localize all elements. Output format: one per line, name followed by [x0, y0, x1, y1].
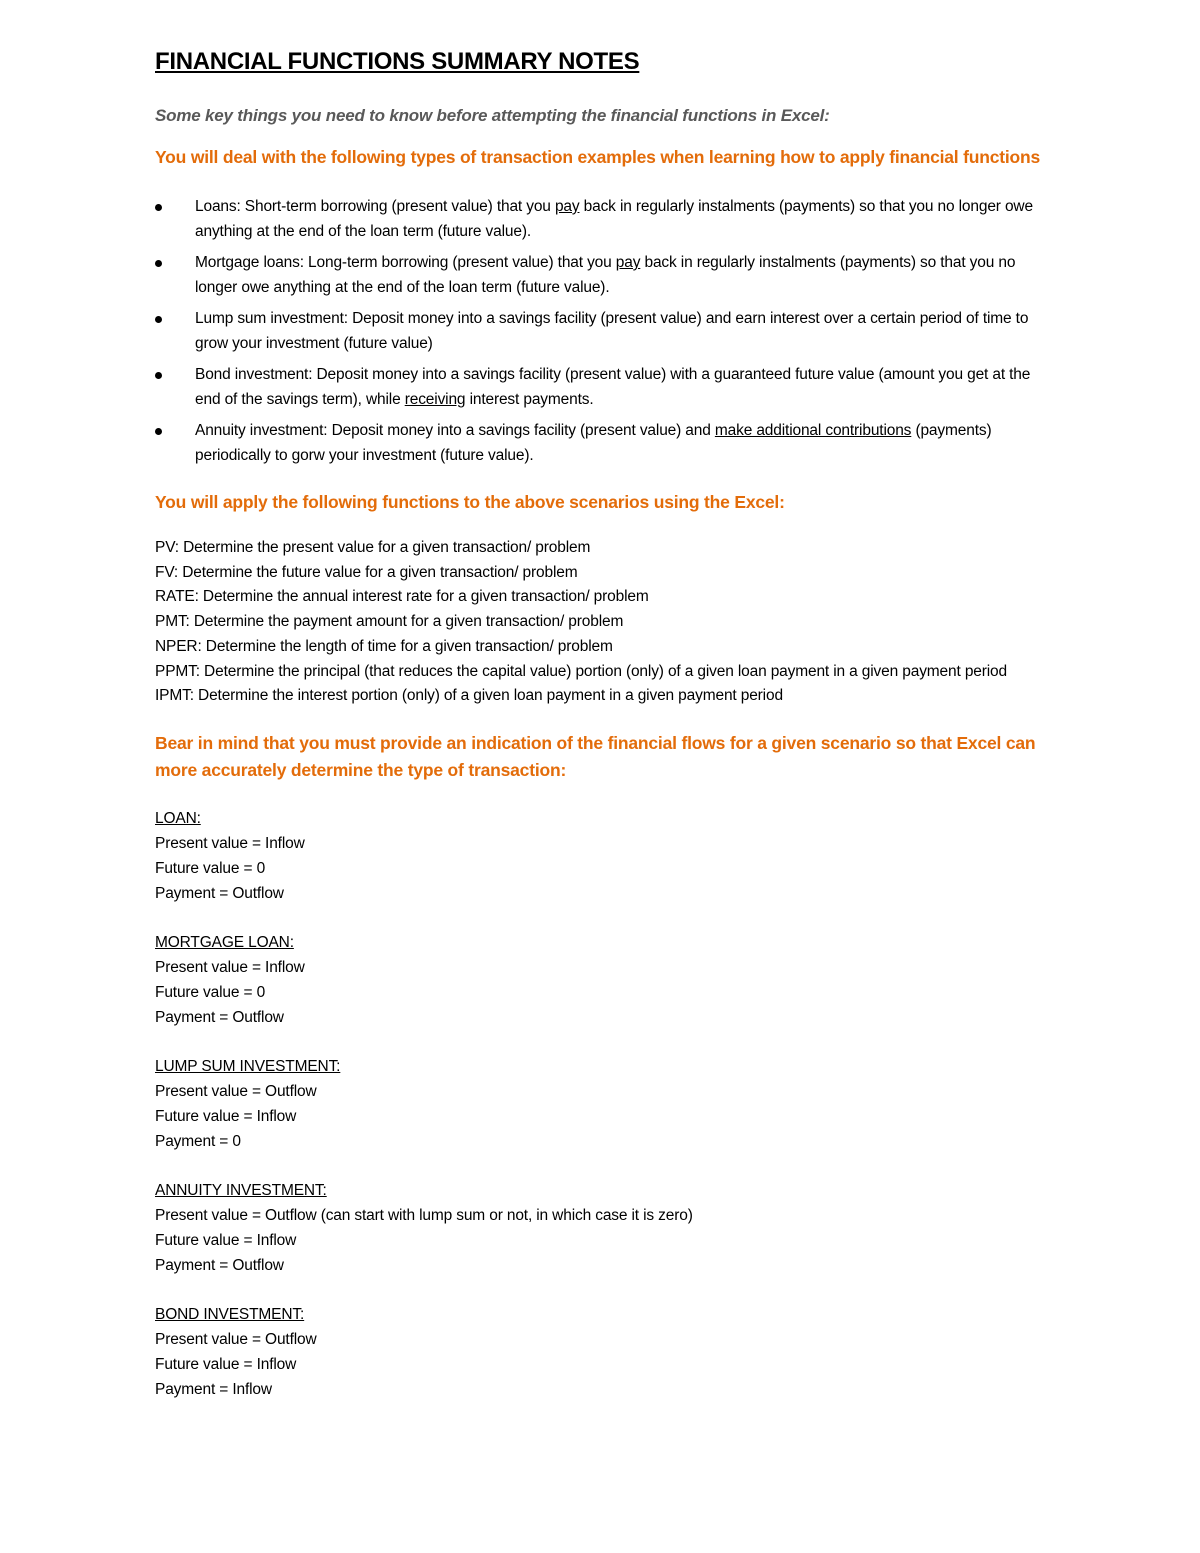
flow-line: Future value = Inflow	[155, 1355, 297, 1373]
flow-block-annuity	[155, 1178, 1055, 1278]
function-line: IPMT: Determine the interest portion (only) of a given loan payment in a given payment period	[155, 687, 783, 705]
function-line: NPER: Determine the length of time for a given transaction/ problem	[155, 637, 613, 655]
flow-block-mortgage-loan	[155, 930, 1055, 1030]
flow-line: Present value = Inflow	[155, 958, 305, 976]
flow-line: Payment = Inflow	[155, 1380, 272, 1398]
bullet-icon	[155, 316, 162, 323]
function-line: PMT: Determine the payment amount for a given transaction/ problem	[155, 613, 624, 631]
flow-block-bond	[155, 1302, 1055, 1402]
flow-heading: MORTGAGE LOAN:	[155, 933, 294, 951]
bullet-icon	[155, 428, 162, 435]
section-heading-flows: Bear in mind that you must provide an indication of the financial flows for a given scenario so that Excel can more accurately determine the type of transaction:	[155, 732, 1036, 780]
list-item: Mortgage loans: Long-term borrowing (present value) that you pay back in regularly instalments (payments) so that you no longer owe anything at the end of the loan term (future value).	[155, 250, 1055, 300]
section-heading-functions: You will apply the following functions to the above scenarios using the Excel:	[155, 492, 785, 512]
list-item: Loans: Short-term borrowing (present value) that you pay back in regularly instalments (payments) so that you no longer owe anything at the end of the loan term (future value).	[155, 194, 1055, 244]
function-line: FV: Determine the future value for a given transaction/ problem	[155, 563, 578, 581]
bullet-icon	[155, 260, 162, 267]
intro-text: Some key things you need to know before attempting the financial functions in Excel:	[155, 106, 830, 125]
function-list	[155, 536, 1055, 709]
list-item: Bond investment: Deposit money into a savings facility (present value) with a guaranteed future value (amount you get at the end of the savings term), while receiving interest payments.	[155, 362, 1055, 412]
flow-line: Payment = Outflow	[155, 1256, 284, 1274]
flow-line: Present value = Outflow (can start with lump sum or not, in which case it is zero)	[155, 1206, 693, 1224]
flow-block-loan	[155, 806, 1055, 906]
function-line: RATE: Determine the annual interest rate for a given transaction/ problem	[155, 588, 649, 606]
document-page	[155, 44, 1055, 1402]
flow-heading: LUMP SUM INVESTMENT:	[155, 1057, 341, 1075]
transaction-list	[155, 194, 1055, 468]
flow-heading: LOAN:	[155, 809, 201, 827]
flow-line: Future value = 0	[155, 859, 266, 877]
list-item: Annuity investment: Deposit money into a savings facility (present value) and make additional contributions (payments) periodically to gorw your investment (future value).	[155, 418, 1055, 468]
bullet-icon	[155, 372, 162, 379]
flow-line: Payment = 0	[155, 1132, 241, 1150]
section-heading-transactions: You will deal with the following types of transaction examples when learning how to apply financial functions	[155, 147, 1041, 167]
flow-line: Present value = Outflow	[155, 1082, 317, 1100]
flow-line: Present value = Inflow	[155, 834, 305, 852]
flow-line: Payment = Outflow	[155, 1008, 284, 1026]
flow-line: Future value = Inflow	[155, 1107, 297, 1125]
flow-line: Future value = 0	[155, 983, 266, 1001]
function-line: PPMT: Determine the principal (that reduces the capital value) portion (only) of a given loan payment in a given payment period	[155, 662, 1008, 680]
flow-heading: BOND INVESTMENT:	[155, 1305, 305, 1323]
flow-heading: ANNUITY INVESTMENT:	[155, 1181, 327, 1199]
bullet-icon	[155, 204, 162, 211]
flow-line: Future value = Inflow	[155, 1231, 297, 1249]
list-item: Lump sum investment: Deposit money into a savings facility (present value) and earn interest over a certain period of time to grow your investment (future value)	[155, 306, 1055, 356]
flow-line: Present value = Outflow	[155, 1330, 317, 1348]
function-line: PV: Determine the present value for a given transaction/ problem	[155, 539, 591, 556]
document-title: FINANCIAL FUNCTIONS SUMMARY NOTES	[155, 48, 640, 75]
flow-block-lump-sum	[155, 1054, 1055, 1154]
flow-line: Payment = Outflow	[155, 884, 284, 902]
